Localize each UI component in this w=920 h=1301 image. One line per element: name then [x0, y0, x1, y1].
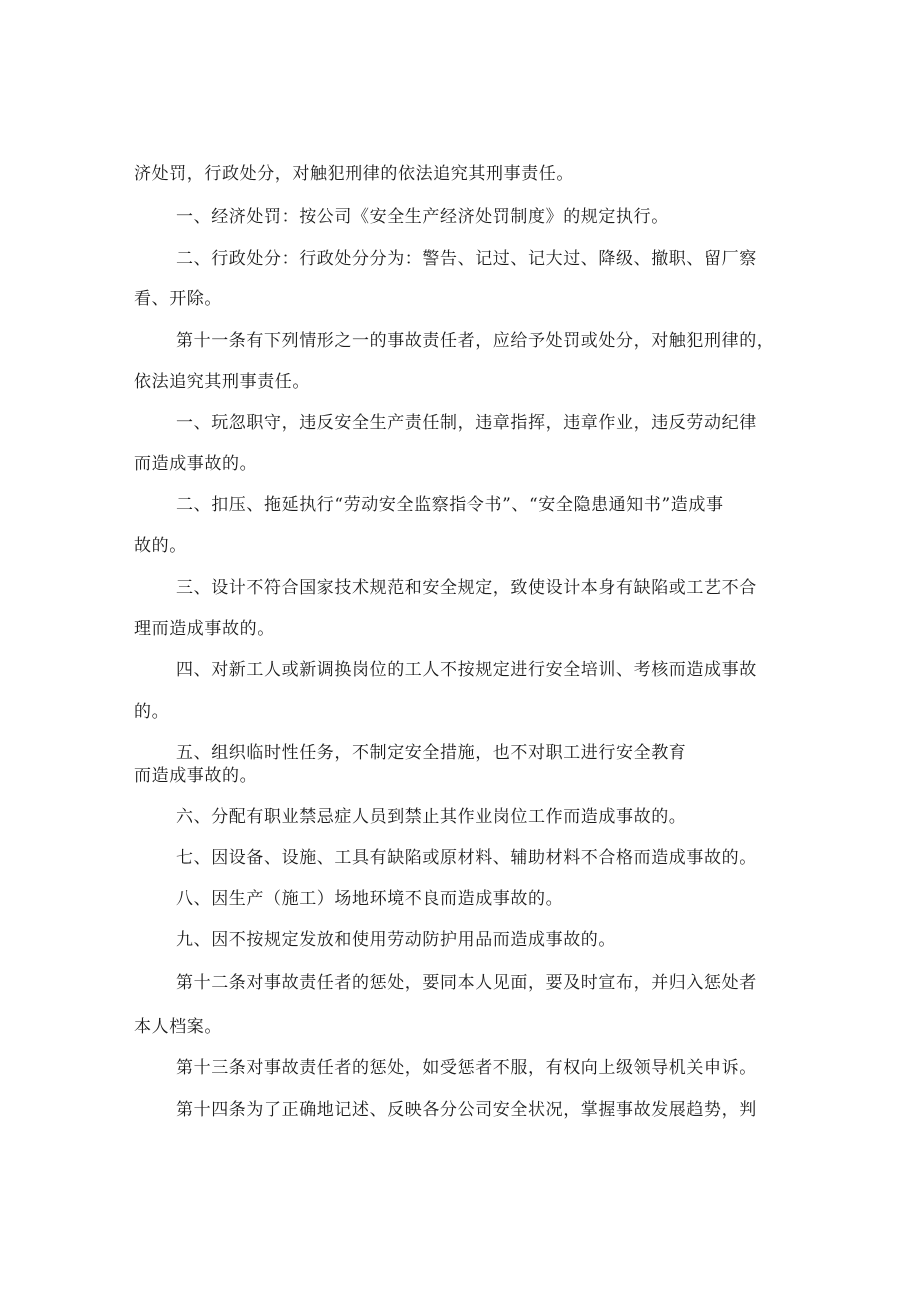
- text-line-11: 三、设计不符合国家技术规范和安全规定，致使设计本身有缺陷或工艺不合: [176, 578, 757, 598]
- text-line-20: 九、因不按规定发放和使用劳动防护用品而造成事故的。: [176, 930, 616, 950]
- text-line-7: 一、玩忽职守，违反安全生产责任制，违章指挥，违章作业，违反劳动纪律: [176, 413, 757, 433]
- text-line-9: 二、扣压、拖延执行“劳动安全监察指令书”、“安全隐患通知书”造成事: [176, 495, 724, 515]
- text-line-13: 四、对新工人或新调换岗位的工人不按规定进行安全培训、考核而造成事故: [176, 660, 757, 680]
- text-line-22: 本人档案。: [134, 1017, 222, 1037]
- text-line-24: 第十四条为了正确地记述、反映各分公司安全状况，掌握事故发展趋势，判: [176, 1100, 757, 1120]
- text-line-6: 依法追究其刑事责任。: [134, 372, 310, 392]
- text-line-3: 二、行政处分：行政处分分为：警告、记过、记大过、降级、撤职、留厂察: [176, 249, 757, 269]
- text-line-10: 故的。: [134, 536, 187, 556]
- text-line-15: 五、组织临时性任务，不制定安全措施，也不对职工进行安全教育: [176, 743, 687, 763]
- text-line-14: 的。: [134, 702, 170, 722]
- text-line-23: 第十三条对事故责任者的惩处，如受惩者不服，有权向上级领导机关申诉。: [176, 1058, 757, 1078]
- text-line-21: 第十二条对事故责任者的惩处，要同本人见面，要及时宣布，并归入惩处者: [176, 973, 757, 993]
- text-line-19: 八、因生产（施工）场地环境不良而造成事故的。: [176, 889, 564, 909]
- text-line-5: 第十一条有下列情形之一的事故责任者，应给予处罚或处分，对触犯刑律的，: [176, 331, 775, 351]
- text-line-17: 六、分配有职业禁忌症人员到禁止其作业岗位工作而造成事故的。: [176, 807, 687, 827]
- text-line-18: 七、因设备、设施、工具有缺陷或原材料、辅助材料不合格而造成事故的。: [176, 848, 757, 868]
- text-line-4: 看、开除。: [134, 289, 222, 309]
- text-line-12: 理而造成事故的。: [134, 619, 275, 639]
- text-line-8: 而造成事故的。: [134, 454, 258, 474]
- text-line-1: 济处罚，行政处分，对触犯刑律的依法追究其刑事责任。: [134, 164, 574, 184]
- text-line-2: 一、经济处罚：按公司《安全生产经济处罚制度》的规定执行。: [176, 207, 669, 227]
- text-line-16: 而造成事故的。: [134, 766, 258, 786]
